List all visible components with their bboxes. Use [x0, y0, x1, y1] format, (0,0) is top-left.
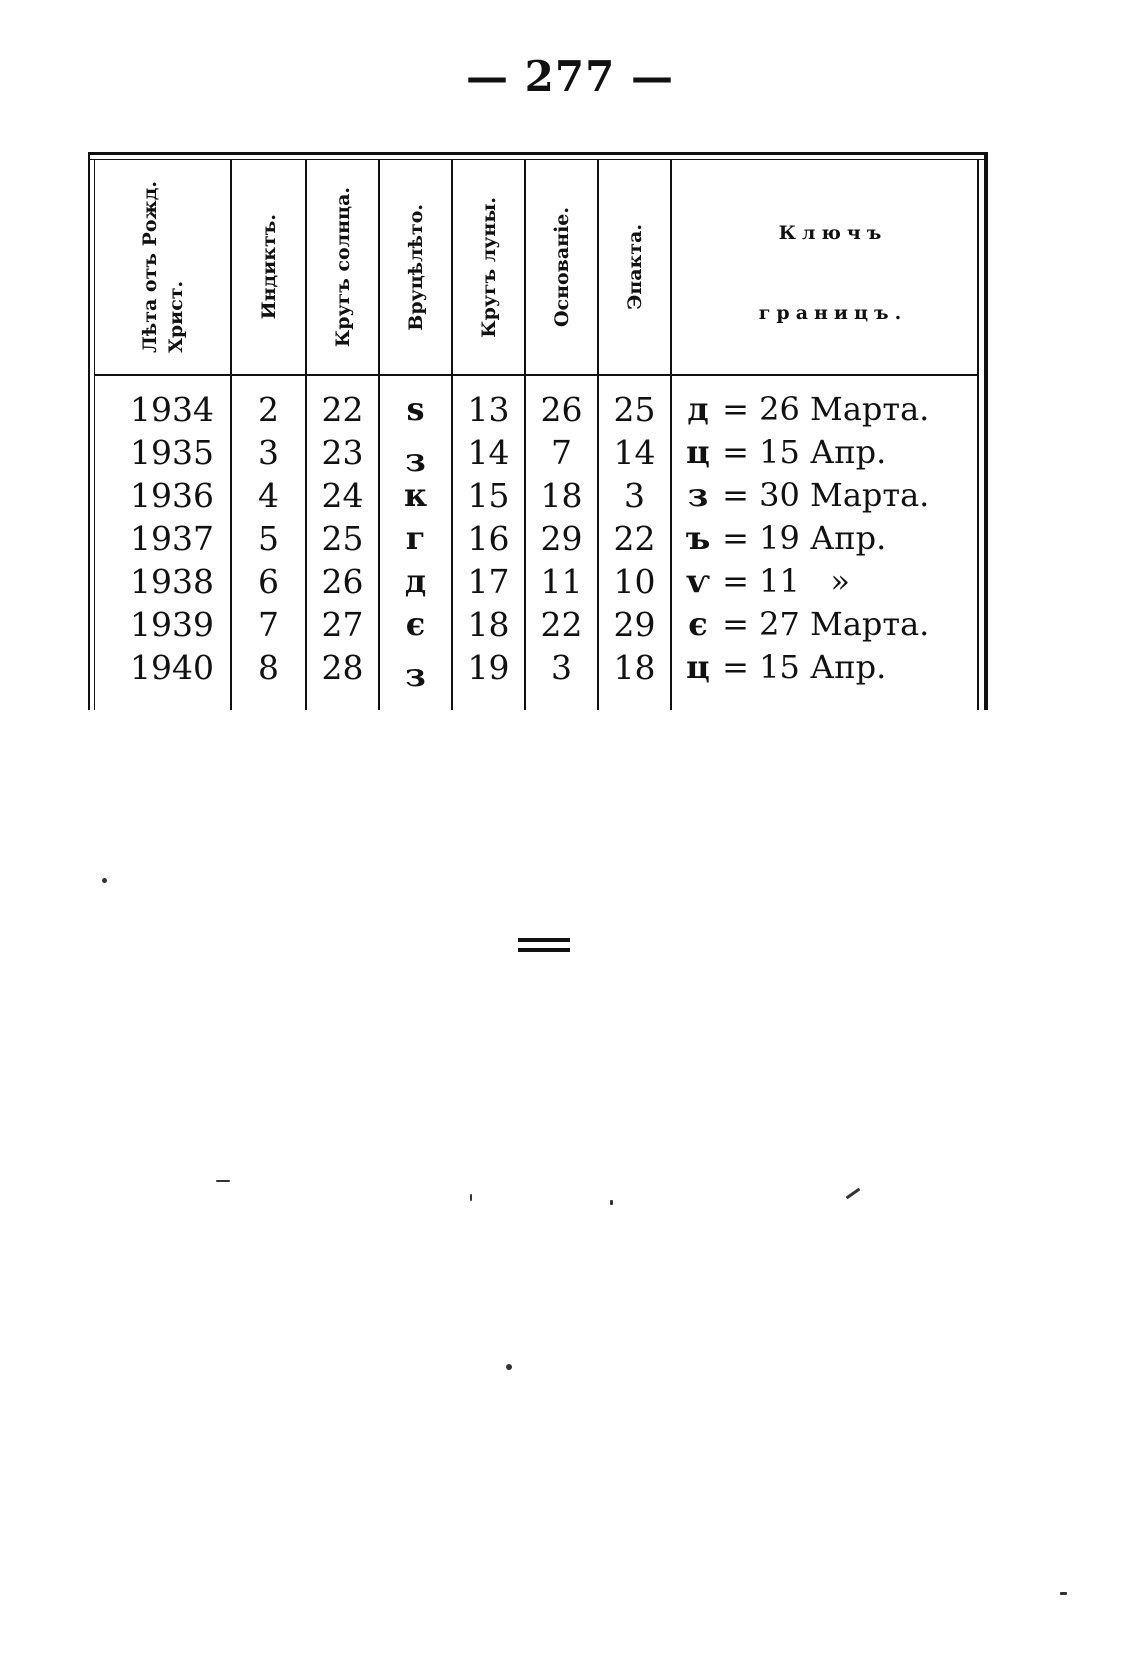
table-row [88, 431, 988, 479]
header-moon-label: Кругъ луны. [477, 196, 500, 338]
table-row [88, 603, 988, 646]
page-number: — 277 — [466, 52, 674, 101]
cell-vruc: з [405, 441, 426, 479]
scan-speck [216, 1180, 230, 1182]
cell-key [684, 431, 974, 474]
table-row [88, 388, 988, 431]
header-key-line1: Ключъ [778, 222, 888, 244]
cell-sun: 24 [321, 476, 364, 515]
cell-moon: 14 [467, 433, 510, 472]
cell-moon: 18 [467, 605, 510, 644]
scan-speck [506, 1364, 512, 1370]
table-row [88, 517, 988, 560]
header-year-line1: Лѣта отъ Рожд. [139, 181, 161, 353]
cell-key [684, 603, 974, 646]
cell-year: 1938 [130, 562, 214, 601]
scan-speck [1060, 1592, 1067, 1595]
table-row [88, 646, 988, 694]
cell-indict: 4 [258, 476, 279, 515]
key-letter: ц [686, 433, 710, 471]
cell-year: 1940 [130, 648, 214, 687]
key-letter: з [687, 476, 709, 514]
header-year [96, 162, 230, 372]
cell-epact: 3 [624, 476, 645, 515]
key-value: = 27 Марта. [722, 605, 930, 643]
cell-moon: 15 [467, 476, 510, 515]
table-row [88, 474, 988, 517]
key-letter: є [688, 605, 708, 643]
header-vruc [380, 162, 451, 372]
scan-speck [846, 1188, 861, 1200]
key-letter: ъ [685, 519, 711, 557]
key-letter: ѵ [686, 562, 710, 600]
key-letter: ц [686, 648, 710, 686]
cell-base: 18 [540, 476, 583, 515]
cell-moon: 19 [467, 648, 510, 687]
cell-indict: 6 [258, 562, 279, 601]
header-sun-label: Кругъ солнца. [331, 186, 354, 348]
cell-sun: 25 [321, 519, 364, 558]
cell-indict: 5 [258, 519, 279, 558]
calendar-table [88, 152, 988, 710]
cell-base: 26 [540, 390, 583, 429]
scan-speck [102, 878, 107, 883]
cell-key [684, 560, 974, 603]
cell-sun: 23 [321, 433, 364, 472]
cell-epact: 10 [613, 562, 656, 601]
header-key-line2: границъ. [758, 302, 908, 324]
cell-base: 29 [540, 519, 583, 558]
cell-indict: 3 [258, 433, 279, 472]
key-value: = 15 Апр. [722, 648, 887, 686]
header-sun [307, 162, 378, 372]
cell-indict: 7 [258, 605, 279, 644]
cell-epact: 18 [613, 648, 656, 687]
cell-epact: 29 [613, 605, 656, 644]
header-vruc-label: Вруцѣлѣто. [404, 203, 427, 331]
cell-base: 7 [551, 433, 572, 472]
cell-key [684, 388, 974, 431]
cell-sun: 22 [321, 390, 364, 429]
header-epact-label: Эпакта. [623, 224, 646, 310]
section-end-mark [518, 938, 570, 956]
cell-key [684, 517, 974, 560]
header-key [688, 162, 978, 372]
cell-indict: 2 [258, 390, 279, 429]
cell-year: 1934 [130, 390, 214, 429]
cell-moon: 17 [467, 562, 510, 601]
cell-key [684, 646, 974, 689]
header-base-label: Основаніе. [550, 206, 573, 328]
table-row [88, 560, 988, 603]
cell-sun: 27 [321, 605, 364, 644]
header-moon [453, 162, 524, 372]
header-indict-label: Индиктъ. [257, 214, 280, 320]
key-value: = 26 Марта. [722, 390, 930, 428]
cell-vruc: з [405, 656, 426, 694]
key-value: = 11 » [722, 562, 850, 600]
cell-epact: 25 [613, 390, 656, 429]
key-value: = 15 Апр. [722, 433, 887, 471]
cell-moon: 13 [467, 390, 510, 429]
key-value: = 19 Апр. [722, 519, 887, 557]
cell-epact: 22 [613, 519, 656, 558]
cell-sun: 28 [321, 648, 364, 687]
cell-sun: 26 [321, 562, 364, 601]
cell-base: 11 [540, 562, 583, 601]
cell-moon: 16 [467, 519, 510, 558]
cell-year: 1939 [130, 605, 214, 644]
cell-vruc: к [403, 476, 428, 514]
table-top-rule [88, 152, 988, 155]
cell-indict: 8 [258, 648, 279, 687]
cell-base: 22 [540, 605, 583, 644]
cell-year: 1937 [130, 519, 214, 558]
table-top-rule-inner [88, 159, 988, 160]
header-year-line2: Христ. [165, 280, 187, 353]
cell-vruc: є [405, 605, 426, 643]
header-separator [94, 374, 979, 376]
key-letter: д [687, 390, 709, 428]
scan-speck [610, 1200, 613, 1205]
cell-vruc: ѕ [406, 390, 425, 428]
cell-year: 1935 [130, 433, 214, 472]
header-epact [599, 162, 670, 372]
header-indict [232, 162, 305, 372]
scan-speck [470, 1194, 472, 1201]
cell-vruc: д [404, 562, 427, 600]
cell-key [684, 474, 974, 517]
cell-year: 1936 [130, 476, 214, 515]
cell-base: 3 [551, 648, 572, 687]
cell-epact: 14 [613, 433, 656, 472]
header-base [526, 162, 597, 372]
cell-vruc: г [405, 519, 426, 557]
key-value: = 30 Марта. [722, 476, 930, 514]
